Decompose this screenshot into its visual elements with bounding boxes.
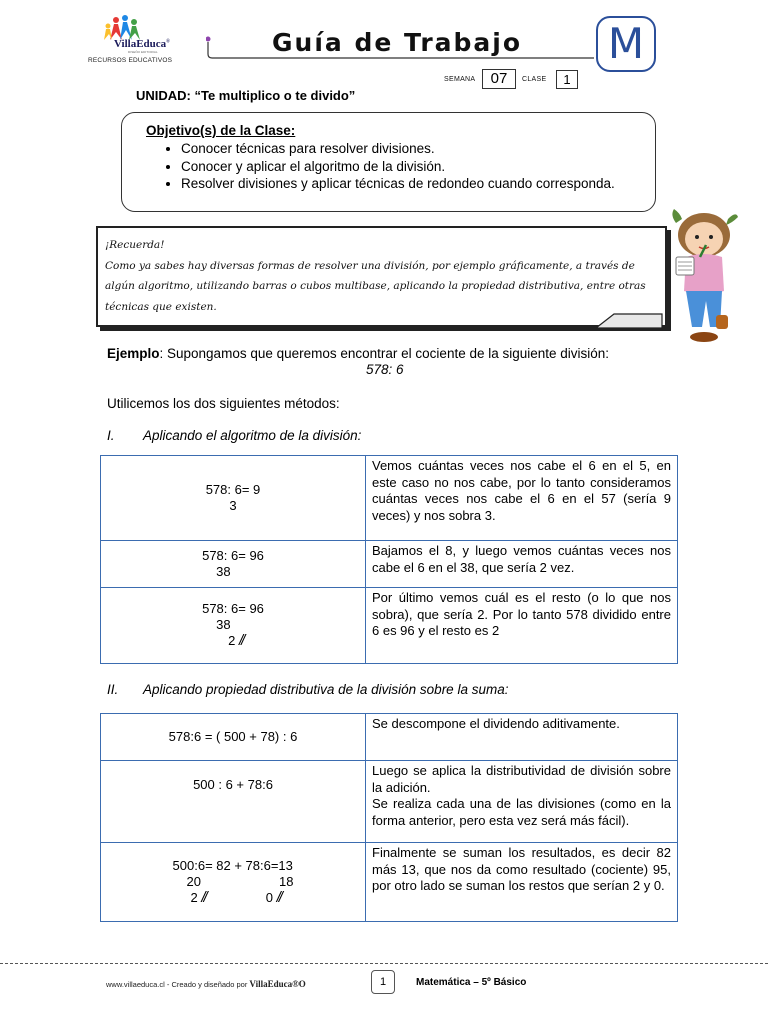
algorithm-table — [100, 455, 678, 664]
metodo-1-heading — [107, 428, 361, 443]
explanation-cell: Se descompone el dividendo aditivamente. — [366, 714, 678, 761]
table-row — [101, 761, 678, 843]
recuerda-note — [96, 226, 667, 327]
semana-value: 07 — [482, 69, 516, 89]
calc-line: 2 — [228, 633, 236, 649]
utilicemos-text: Utilicemos los dos siguientes métodos: — [107, 396, 340, 411]
logo-registered: ® — [166, 39, 170, 45]
clase-label: CLASE — [522, 76, 547, 83]
page-number: 1 — [371, 970, 395, 994]
explanation-cell: Bajamos el 8, y luego vemos cuántas veces nos cabe el 6 en el 38, que sería 2 vez. — [366, 541, 678, 588]
table-row — [101, 456, 678, 541]
logo-subtitle: RECURSOS EDUCATIVOS — [88, 57, 173, 64]
recuerda-title: ¡Recuerda! — [105, 239, 165, 251]
remainder-mark: // — [238, 632, 244, 650]
calc-line: 578: 6= 96 — [202, 601, 264, 617]
ejemplo-label: Ejemplo — [107, 346, 160, 361]
footer-subject: Matemática – 5º Básico — [416, 977, 527, 988]
calc-line: 578: 6= 9 — [205, 481, 261, 497]
subject-badge — [596, 16, 656, 72]
remainder-mark: // — [276, 888, 281, 906]
objetivo-item: • Resolver divisiones y aplicar técnicas de redondeo cuando corresponda. — [181, 175, 615, 193]
remainder-mark: // — [201, 888, 206, 906]
explanation-cell: Por último vemos cuál es el resto (o lo que nos sobra), que sería 2. Por lo tanto 578 dividido entre 6 es 96 y el resto es 2 — [366, 588, 678, 664]
calc-line: 578: 6= 96 — [202, 547, 264, 563]
objetivo-item: • Conocer y aplicar el algoritmo de la división. — [181, 158, 615, 176]
calc-line: 18 — [279, 873, 294, 889]
note-page-fold-icon — [594, 312, 664, 330]
page-title: Guía de Trabajo — [272, 28, 523, 57]
objetivos-heading: Objetivo(s) de la Clase: — [146, 123, 296, 138]
objetivos-box — [121, 112, 656, 212]
calc-line: 38 — [216, 563, 231, 579]
calc-line: 3 — [229, 497, 237, 513]
footer-brand: VillaEduca®O — [249, 979, 306, 989]
table-row — [101, 843, 678, 922]
metodo-2-title: Aplicando propiedad distributiva de la división sobre la suma: — [143, 682, 509, 697]
ejemplo-paragraph — [107, 346, 609, 361]
girl-with-notepad-illustration — [666, 205, 742, 345]
table-row — [101, 541, 678, 588]
metodo-1-number: I. — [107, 428, 115, 443]
explanation-cell: Luego se aplica la distributividad de división sobre la adición. Se realiza cada una de las divisiones (como en la forma anterior, pero esta vez será más fácil). — [366, 761, 678, 843]
semana-label: SEMANA — [444, 76, 476, 83]
explanation-cell: Vemos cuántas veces nos cabe el 6 en el 5, en este caso no nos cabe, por lo tanto consideramos cuántas veces nos cabe el 6 en el 57 (sería 9 veces) y nos sobra 3. — [366, 456, 678, 541]
calc-line: 500:6= 82 + 78:6=13 — [172, 857, 293, 873]
explanation-cell: Finalmente se suman los resultados, es decir 82 más 13, que nos da como resultado (cociente) 95, por otro lado se suman los restos que serían 2 y 0. — [366, 843, 678, 922]
distributive-table — [100, 713, 678, 922]
logo-brand: VillaEduca — [114, 38, 167, 50]
calc-line: 0 — [265, 889, 273, 905]
table-row — [101, 588, 678, 664]
clase-value: 1 — [556, 70, 578, 89]
footer-divider — [0, 963, 768, 964]
calc-line: 578:6 = ( 500 + 78) : 6 — [168, 728, 298, 744]
footer-credits-text: www.villaeduca.cl - Creado y diseñado por — [106, 980, 250, 989]
subject-badge-letter: M — [607, 19, 645, 68]
calc-line: 38 — [216, 617, 231, 633]
ejemplo-text: : Supongamos que queremos encontrar el cociente de la siguiente división: — [159, 346, 610, 361]
metodo-2-number: II. — [107, 682, 119, 697]
logo-tagline: DISEÑO EDITORIAL — [128, 50, 158, 54]
objetivo-item: • Conocer técnicas para resolver divisiones. — [181, 140, 615, 158]
villaeduca-logo — [88, 14, 192, 64]
calc-line: 20 — [186, 873, 201, 889]
calc-line: 500 : 6 + 78:6 — [193, 777, 273, 792]
recuerda-text: Como ya sabes hay diversas formas de resolver una división, por ejemplo gráficamente, a través de algún algoritmo, utilizando barras o cubos multibase, aplicando la propiedad distributiva, entre otras técnicas que existen. — [105, 259, 646, 313]
ejemplo-division: 578: 6 — [366, 362, 404, 377]
unidad-heading: UNIDAD: “Te multiplico o te divido” — [136, 88, 356, 103]
objetivos-list — [122, 140, 615, 193]
footer-credits — [106, 979, 306, 989]
metodo-1-title: Aplicando el algoritmo de la división: — [143, 428, 362, 443]
table-row — [101, 714, 678, 761]
metodo-2-heading — [107, 682, 508, 697]
calc-line: 2 — [190, 889, 198, 905]
